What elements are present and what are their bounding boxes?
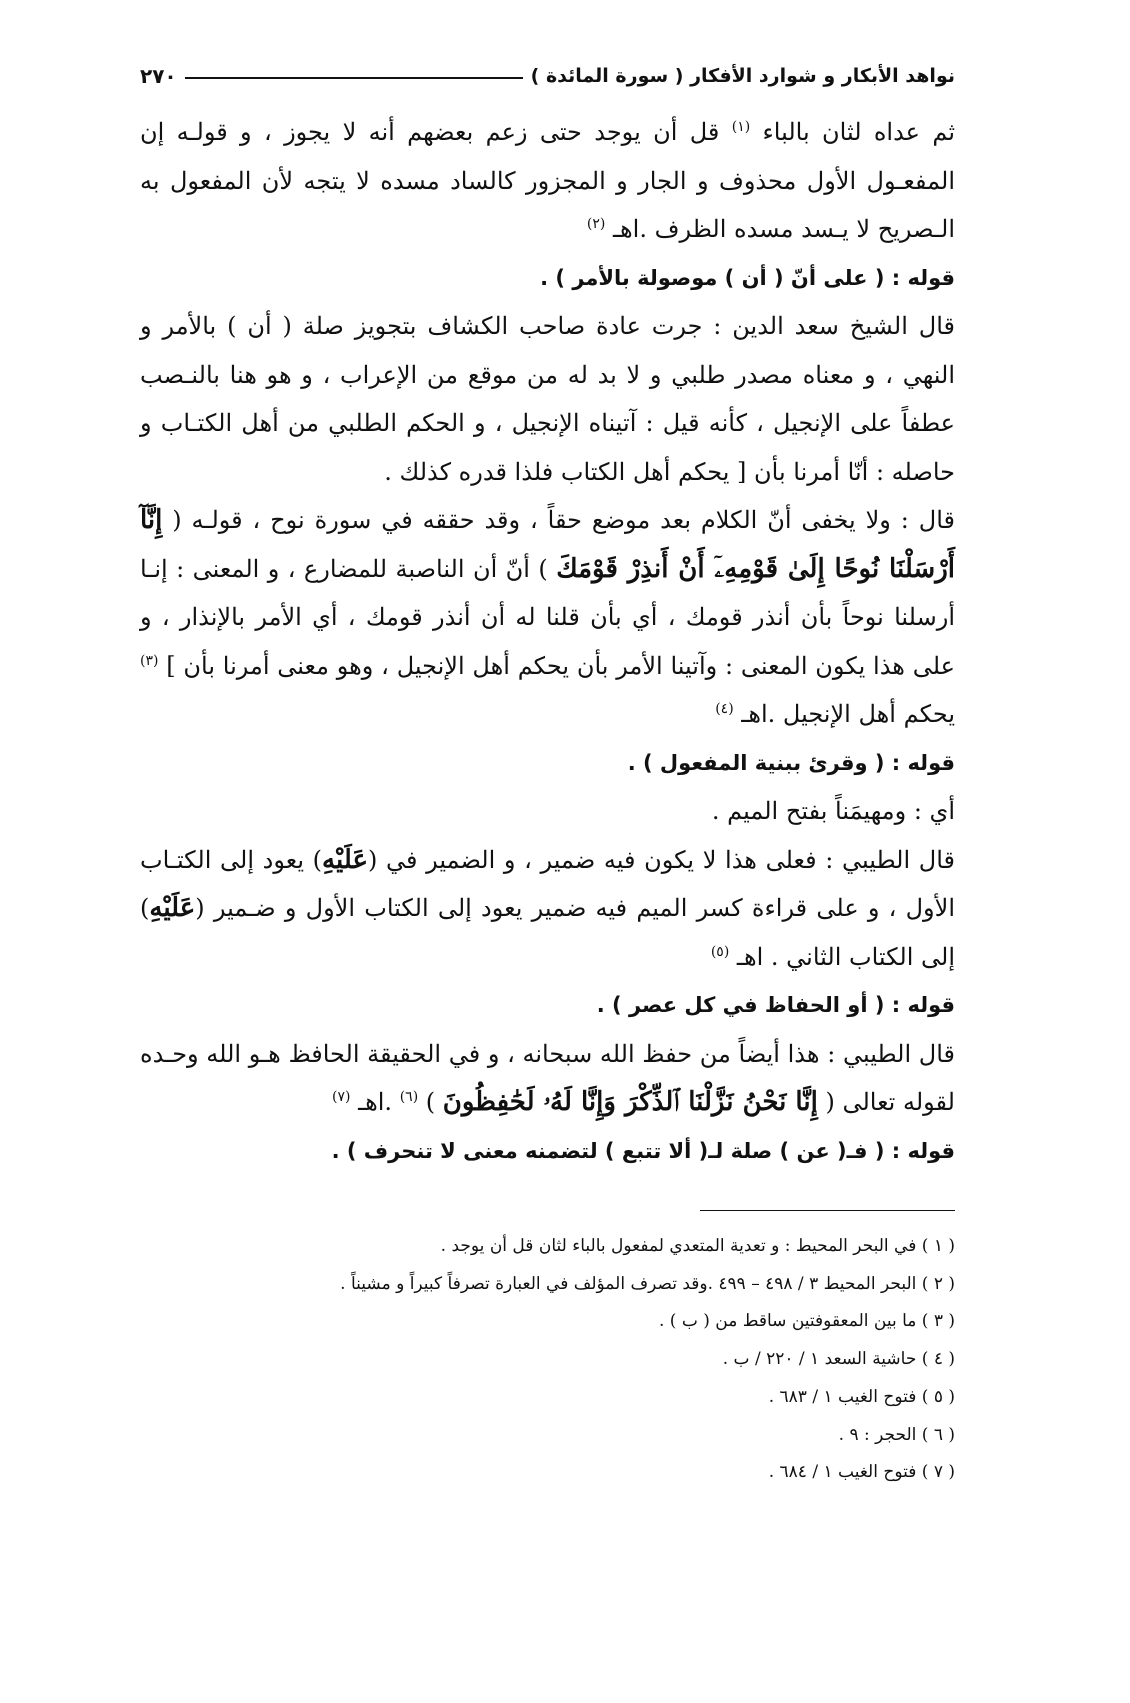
footnote-ref: (٣)	[140, 652, 159, 669]
paragraph-5	[140, 836, 955, 982]
paragraph-text: ثم عداه لثان بالباء	[750, 118, 955, 146]
footnote-ref: (٦)	[399, 1089, 419, 1105]
paragraph-text: قال : ولا يخفى أنّ الكلام بعد موضع حقاً ، وقد حققه في سورة نوح ، قولـه (	[162, 506, 955, 534]
paragraph-text: .اهـ	[350, 1088, 400, 1116]
paragraph-text: )	[418, 1088, 443, 1116]
paragraph-1	[140, 108, 955, 254]
footnote-item: ( ٤ ) حاشية السعد ١ / ٢٢٠ / ب .	[722, 1349, 955, 1370]
footnote-item: ( ٧ ) فتوح الغيب ١ / ٦٨٤ .	[768, 1462, 955, 1483]
footnote-ref: (١)	[731, 119, 751, 135]
qawl-heading-4: قوله : ( فـ( عن ) صلة لـ( ألا تتبع ) لتضمنه معنى لا تنحرف ) .	[331, 1138, 955, 1163]
quran-verse: إِنَّا نَحْنُ نَزَّلْنَا ٱلذِّكْرَ وَإِنَّا لَهُۥ لَحَٰفِظُونَ	[442, 1087, 818, 1117]
footnote-ref: (٢)	[586, 216, 606, 232]
paragraph-text: ) يعود إلى الكتـاب الأول ، و على قراءة كسر الميم فيه ضمير يعود إلى الكتاب الأول و ضـمير (	[140, 845, 955, 922]
footnote-separator	[700, 1210, 955, 1211]
paragraph-text: قال الطيبي : فعلى هذا لا يكون فيه ضمير ، و الضمير في (	[367, 845, 955, 874]
quran-word: عَلَيْهِ	[149, 893, 196, 923]
paragraph-text: ) أنّ أن الناصبة للمضارع ، و المعنى : إنـا أرسلنا نوحاً بأن أنذر قومك ، أي بأن قلنا له أن أنذر قومك ، أي الأمر بالإنذار ، و على هذا يكون المعنى : وآتينا الأمر بأن يحكم أهل الإنجيل ، وهو معنى أمرنا بأن ]	[140, 554, 955, 680]
footnote-item: ( ٦ ) الحجر : ٩ .	[838, 1424, 955, 1445]
footnote-item: ( ٢ ) البحر المحيط ٣ / ٤٩٨ – ٤٩٩ .وقد تصرف المؤلف في العبارة تصرفاً كبيراً و مشيناً .	[340, 1273, 955, 1294]
footnote-ref: (٥)	[710, 943, 730, 960]
page-number: ٢٧٠	[140, 64, 177, 88]
footnote-item: ( ٥ ) فتوح الغيب ١ / ٦٨٣ .	[768, 1386, 955, 1407]
header-rule	[185, 77, 523, 79]
qawl-heading-3: قوله : ( أو الحفاظ في كل عصر ) .	[596, 993, 955, 1017]
header-title: نواهد الأبكار و شوارد الأفكار ( سورة المائدة )	[530, 65, 955, 87]
footnotes	[140, 1228, 955, 1492]
paragraph-text: قل أن يوجد حتى زعم بعضهم أنه لا يجوز ، و قولـه إن المفعـول الأول محذوف و الجار و المجزور كالساد مسده لا يتجه لأن المفعول به الـصريح لا يـسد مسده الظرف .اهـ	[140, 118, 955, 243]
main-text	[140, 108, 955, 1175]
paragraph-text: يحكم أهل الإنجيل .اهـ	[733, 700, 955, 728]
qawl-heading-2: قوله : ( وقرئ ببنية المفعول ) .	[627, 750, 955, 775]
quran-verse: إِنَّآ أَرْسَلْنَا نُوحًا إِلَىٰ قَوْمِهِۦٓ أَنْ أَنذِرْ قَوْمَكَ	[140, 505, 955, 584]
paragraph-text: قال الطيبي : هذا أيضاً من حفظ الله سبحانه ، و في الحقيقة الحافظ هـو الله وحـده لقوله تعالى (	[140, 1039, 955, 1116]
footnote-item: ( ١ ) في البحر المحيط : و تعدية المتعدي لمفعول بالباء لثان قل أن يوجد .	[440, 1236, 955, 1256]
paragraph-2: قال الشيخ سعد الدين : جرت عادة صاحب الكشاف بتجويز صلة ( أن ) بالأمر و النهي ، و معناه مصدر طلبي و لا بد له من موقع من الإعراب ، و هو هنا بالنـصب عطفاً على الإنجيل ، كأنه قيل : آتيناه الإنجيل ، و الحكم الطلبي من أهل الكتـاب و حاصله : أنّا أمرنا بأن [ يحكم أهل الكتاب فلذا قدره كذلك .	[140, 312, 955, 486]
paragraph-3	[140, 496, 955, 739]
paragraph-4: أي : ومهيمَناً بفتح الميم .	[711, 797, 955, 825]
footnote-item: ( ٣ ) ما بين المعقوفتين ساقط من ( ب ) .	[659, 1311, 955, 1332]
footnote-ref: (٤)	[715, 701, 734, 717]
footnote-ref: (٧)	[331, 1089, 351, 1105]
paragraph-text: ) إلى الكتاب الثاني . اهـ	[140, 894, 955, 971]
running-header	[140, 56, 955, 96]
qawl-heading-1: قوله : ( على أنّ ( أن ) موصولة بالأمر ) .	[540, 265, 955, 290]
paragraph-6	[140, 1030, 955, 1127]
quran-word: عَلَيْهِ	[322, 844, 368, 875]
